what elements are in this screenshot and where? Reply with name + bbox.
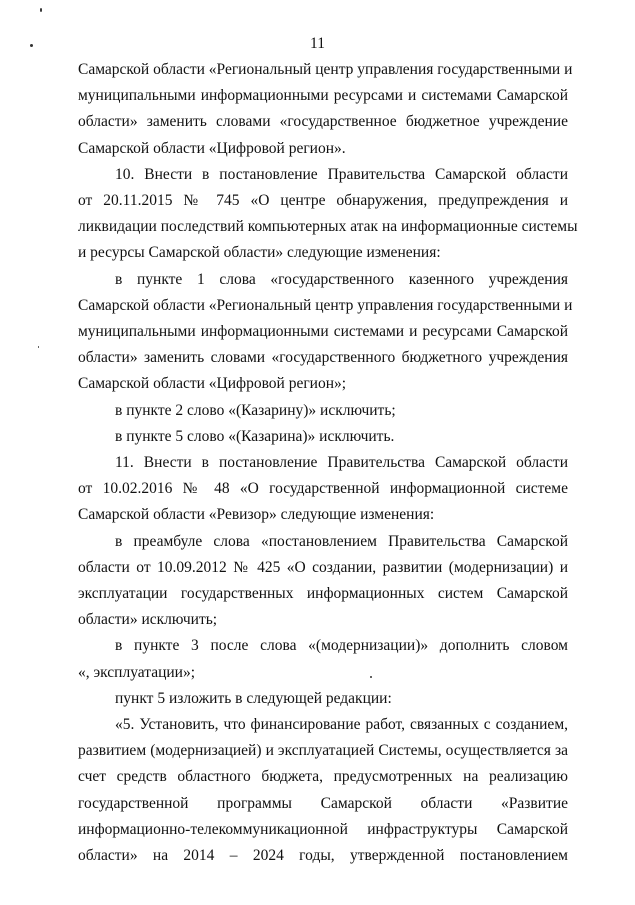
text-line: 11. Внести в постановление Правительства Самарской области <box>115 454 568 471</box>
text-line: Самарской области «Региональный центр управления государственными и <box>78 296 573 314</box>
text-line: от 10.02.2016 № 48 «О государственной информационной системе <box>78 480 568 498</box>
text-line: эксплуатации государственных информационных систем Самарской <box>78 585 568 602</box>
scan-speck <box>38 346 39 348</box>
text-line: и ресурсы Самарской области» следующие изменения: <box>78 244 441 262</box>
text-line: пункт 5 изложить в следующей редакции: <box>115 689 392 707</box>
text-line: области» исключить; <box>78 611 218 629</box>
text-line: «5. Установить, что финансирование работ, связанных с созданием, <box>115 716 568 733</box>
text-line: информационно-телекоммуникационной инфраструктуры Самарской <box>78 820 568 838</box>
text-line: 10. Внести в постановление Правительства Самарской области <box>115 165 568 183</box>
text-line: от 20.11.2015 № 745 «О центре обнаружения, предупреждения и <box>78 192 568 209</box>
text-line: в пункте 5 слово «(Казарина)» исключить. <box>115 427 395 445</box>
text-line: области» на 2014 – 2024 годы, утвержденной постановлением <box>78 847 568 864</box>
text-line: Самарской области «Ревизор» следующие изменения: <box>78 506 435 524</box>
text-line: муниципальными информационными ресурсами и системами Самарской <box>78 87 568 105</box>
scan-speck <box>30 44 33 47</box>
text-line: ликвидации последствий компьютерных атак на информационные системы <box>78 218 578 236</box>
text-line: в пункте 3 после слова «(модернизации)» дополнить словом <box>115 637 568 655</box>
text-line: государственной программы Самарской области «Развитие <box>78 794 568 812</box>
text-line: области от 10.09.2012 № 425 «О создании, развитии (модернизации) и <box>78 558 568 576</box>
text-line: развитием (модернизацией) и эксплуатацией Системы, осуществляется за <box>78 742 568 760</box>
text-line: области» заменить словами «государственное бюджетное учреждение <box>78 113 568 131</box>
text-line: счет средств областного бюджета, предусмотренных на реализацию <box>78 768 568 786</box>
text-line: в пункте 2 слово «(Казарину)» исключить; <box>115 401 396 419</box>
page-number: 11 <box>310 35 325 52</box>
text-line: Самарской области «Цифровой регион»; <box>78 375 347 393</box>
text-line: Самарской области «Цифровой регион». <box>78 139 346 157</box>
text-line: в преамбуле слова «постановлением Правительства Самарской <box>115 532 568 550</box>
text-line: области» заменить словами «государственного бюджетного учреждения <box>78 349 568 367</box>
scan-speck <box>40 8 42 12</box>
text-line: Самарской области «Региональный центр управления государственными и <box>78 61 573 78</box>
text-line: «, эксплуатации»; <box>78 663 196 681</box>
text-line: в пункте 1 слова «государственного казенного учреждения <box>115 270 568 288</box>
text-line: муниципальными информационными системами и ресурсами Самарской <box>78 323 568 340</box>
scan-speck <box>370 676 372 678</box>
